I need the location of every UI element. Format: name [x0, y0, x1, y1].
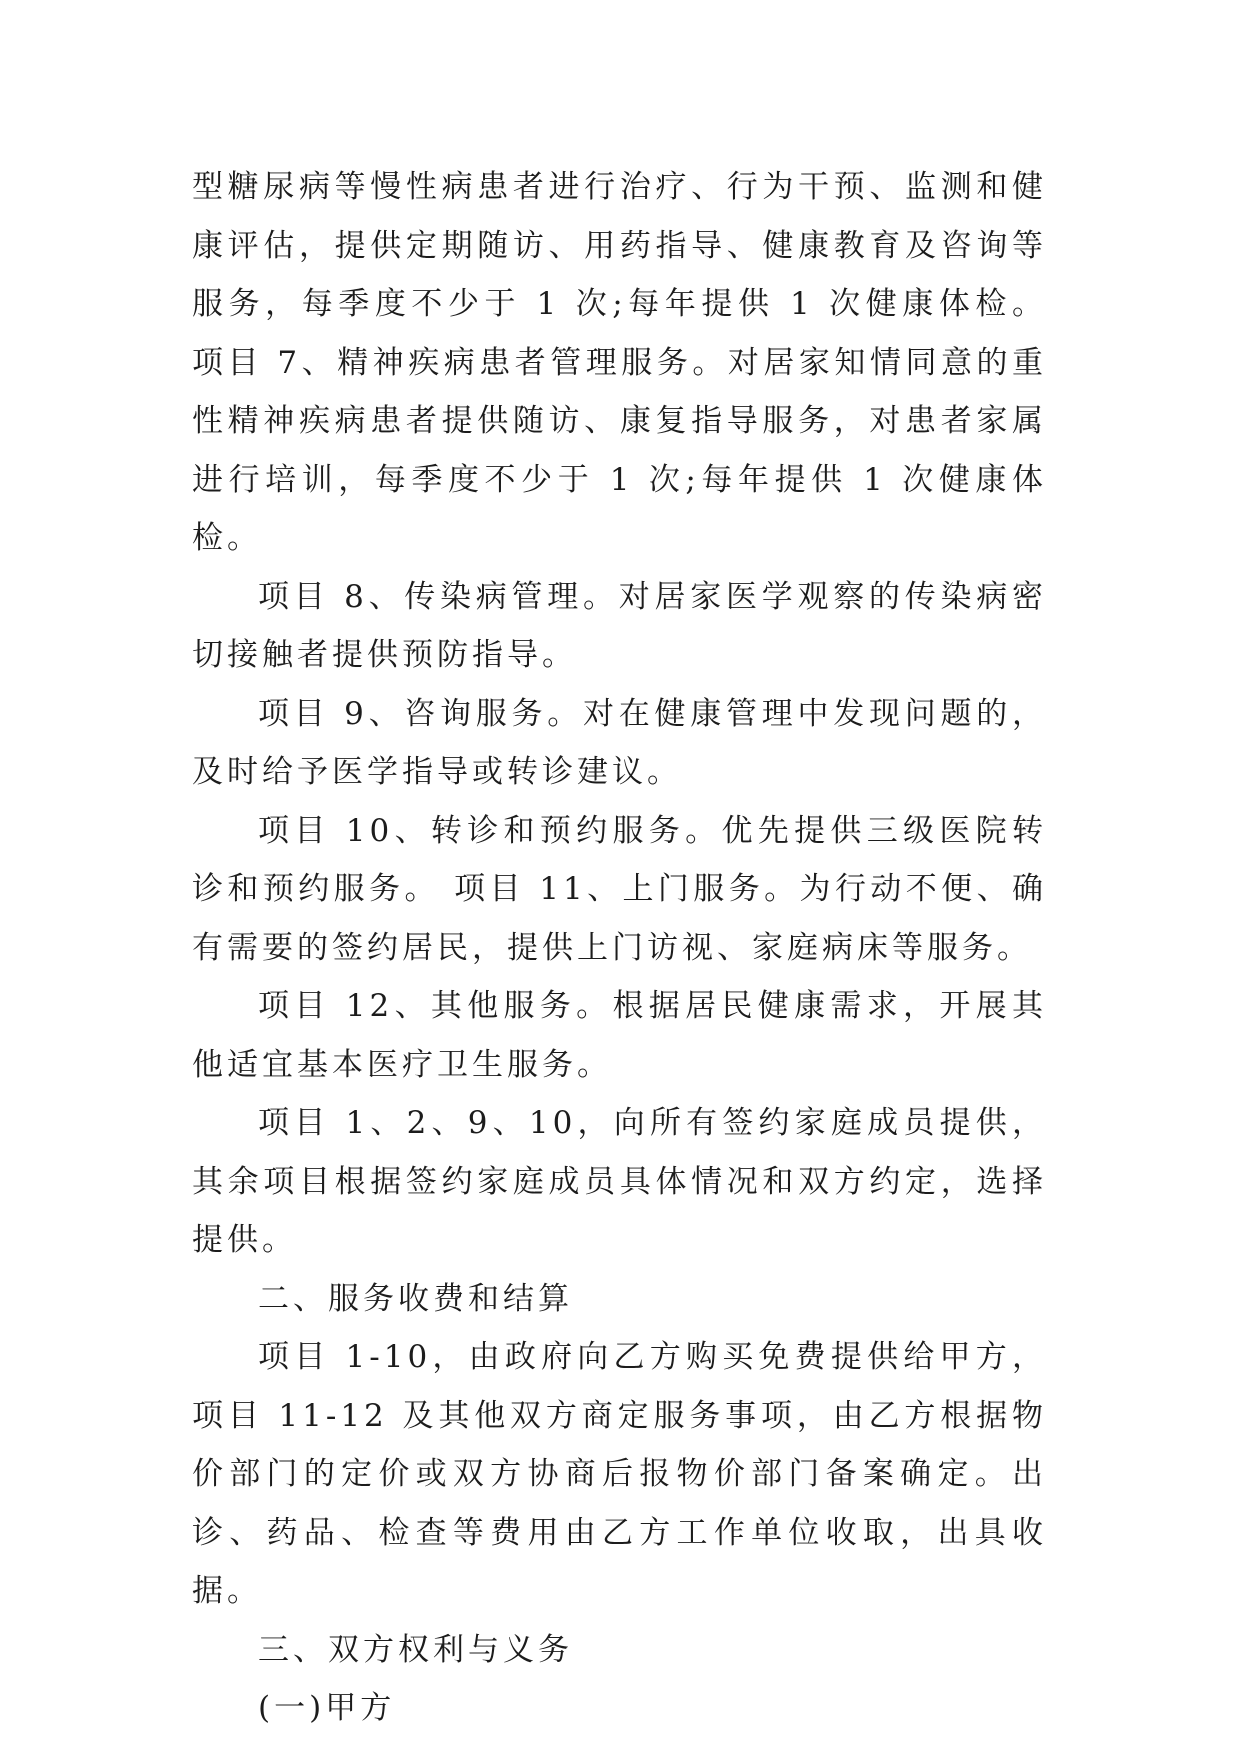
paragraph-item-9-consultation: 项目 9、咨询服务。对在健康管理中发现问题的，及时给予医学指导或转诊建议。 — [192, 695, 1047, 790]
document-body — [192, 158, 1047, 1738]
section-heading-fees-and-settlement: 二、服务收费和结算 — [258, 1280, 573, 1317]
paragraph-item-8-infectious-disease: 项目 8、传染病管理。对居家医学观察的传染病密切接触者提供预防指导。 — [192, 578, 1047, 673]
paragraph-fees-details: 项目 1-10，由政府向乙方购买免费提供给甲方，项目 11-12 及其他双方商定服务事项，由乙方根据物价部门的定价或双方协商后报物价部门备案确定。出诊、药品、检查等费用由乙方工作单位收取，出具收据。 — [192, 1339, 1047, 1609]
section-heading-rights-and-obligations: 三、双方权利与义务 — [258, 1631, 573, 1668]
subsection-heading-party-a: (一)甲方 — [258, 1690, 396, 1726]
paragraph-items-provision-rule: 项目 1、2、9、10，向所有签约家庭成员提供，其余项目根据签约家庭成员具体情况和双方约定，选择提供。 — [192, 1105, 1047, 1258]
paragraph-chronic-disease-and-mental-illness-services: 型糖尿病等慢性病患者进行治疗、行为干预、监测和健康评估，提供定期随访、用药指导、健康教育及咨询等服务，每季度不少于 1 次;每年提供 1 次健康体检。 项目 7、精神疾病患者管理服务。对居家知情同意的重性精神疾病患者提供随访、康复指导服务，对患者家属进行培训，每季度不少于 1 次;每年提供 1 次健康体检。 — [192, 169, 1047, 556]
paragraph-item-10-11-referral-home-visit: 项目 10、转诊和预约服务。优先提供三级医院转诊和预约服务。 项目 11、上门服务。为行动不便、确有需要的签约居民，提供上门访视、家庭病床等服务。 — [192, 812, 1047, 966]
paragraph-item-12-other-services: 项目 12、其他服务。根据居民健康需求，开展其他适宜基本医疗卫生服务。 — [192, 988, 1047, 1083]
